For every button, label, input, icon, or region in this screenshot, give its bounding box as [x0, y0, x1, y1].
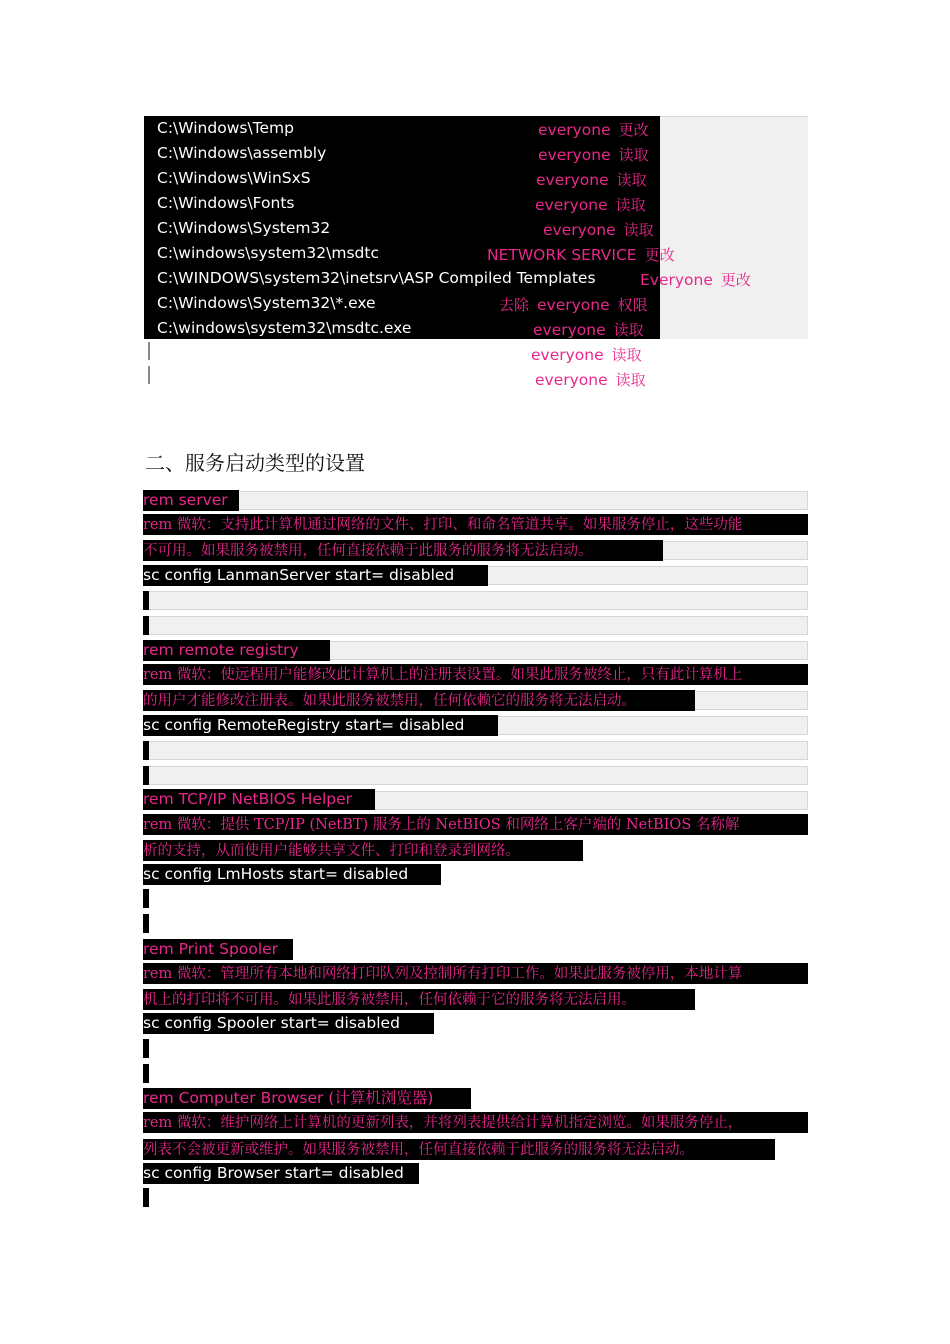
cursor-mark [143, 766, 149, 785]
perm-rights: NETWORK SERVICE 更改 [487, 246, 675, 264]
perm-path: C:\Windows\WinSxS [157, 169, 311, 187]
perm-rights: everyone 读取 [535, 196, 646, 214]
perm-rights: everyone 更改 [538, 121, 649, 139]
margin-bar [148, 366, 150, 384]
perm-rights: everyone 读取 [538, 146, 649, 164]
cursor-mark [143, 741, 149, 760]
rem-description: rem 微软：管理所有本地和网络打印队列及控制所有打印工作。如果此服务被停用，本地计算 [143, 963, 808, 984]
rem-title: rem Print Spooler [143, 939, 293, 960]
rem-description: rem 微软：支持此计算机通过网络的文件、打印、和命名管道共享。如果服务停止，这些功能 [143, 514, 808, 535]
perm-path: C:\Windows\System32\*.exe [157, 294, 376, 312]
sc-command: sc config Browser start= disabled [143, 1163, 419, 1184]
cursor-mark [143, 1188, 149, 1207]
perm-rights: everyone 读取 [543, 221, 654, 239]
cursor-mark [143, 591, 149, 610]
perm-path: C:\windows\system32\msdtc [157, 244, 379, 262]
perm-rights: everyone 读取 [535, 371, 646, 389]
perm-path: C:\Windows\System32 [157, 219, 331, 237]
cursor-mark [143, 616, 149, 635]
rem-title: rem server [143, 490, 239, 511]
rem-description: rem 微软：使远程用户能修改此计算机上的注册表设置。如果此服务被终止，只有此计算机上 [143, 664, 808, 685]
perm-rights: 去除 everyone 权限 [499, 296, 648, 314]
sc-command: sc config RemoteRegistry start= disabled [143, 715, 498, 736]
rem-description: rem 微软：提供 TCP/IP (NetBT) 服务上的 NetBIOS 和网络上客户端的 NetBIOS 名称解 [143, 814, 808, 835]
rem-description: 机上的打印将不可用。如果此服务被禁用，任何依赖于它的服务将无法启用。 [143, 989, 695, 1010]
perm-path: C:\Windows\assembly [157, 144, 327, 162]
sc-command: sc config Spooler start= disabled [143, 1013, 434, 1034]
cursor-mark [143, 889, 149, 908]
perm-path: C:\Windows\Fonts [157, 194, 295, 212]
rem-description: 列表不会被更新或维护。如果服务被禁用，任何直接依赖于此服务的服务将无法启动。 [143, 1139, 775, 1160]
rem-description: rem 微软：维护网络上计算机的更新列表，并将列表提供给计算机指定浏览。如果服务停止， [143, 1112, 808, 1133]
cursor-mark [143, 1064, 149, 1083]
rem-description: 析的支持，从而使用户能够共享文件、打印和登录到网络。 [143, 840, 583, 861]
perm-path: C:\Windows\Temp [157, 119, 294, 137]
perm-path: C:\WINDOWS\system32\inetsrv\ASP Compiled Templates [157, 269, 596, 287]
sc-command: sc config LmHosts start= disabled [143, 864, 441, 885]
rem-title: rem remote registry [143, 640, 330, 661]
rem-description: 不可用。如果服务被禁用，任何直接依赖于此服务的服务将无法启动。 [143, 540, 663, 561]
perm-rights: Everyone 更改 [640, 271, 751, 289]
rem-title: rem Computer Browser (计算机浏览器) [143, 1088, 471, 1109]
margin-bar [148, 342, 150, 360]
rem-title: rem TCP/IP NetBIOS Helper [143, 789, 375, 810]
rem-description: 的用户才能修改注册表。如果此服务被禁用，任何依赖它的服务将无法启动。 [143, 690, 695, 711]
perm-path: C:\windows\system32\msdtc.exe [157, 319, 412, 337]
perm-rights: everyone 读取 [536, 171, 647, 189]
cursor-mark [143, 914, 149, 933]
cursor-mark [143, 1039, 149, 1058]
sc-command: sc config LanmanServer start= disabled [143, 565, 488, 586]
perm-rights: everyone 读取 [531, 346, 642, 364]
perm-rights: everyone 读取 [533, 321, 644, 339]
section-heading: 二、服务启动类型的设置 [145, 451, 365, 475]
